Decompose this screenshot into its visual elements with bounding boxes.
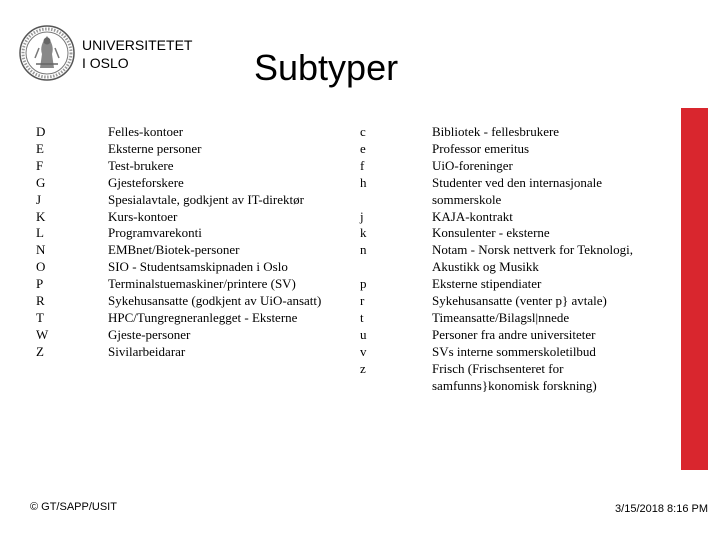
footer-timestamp: 3/15/2018 8:16 PM [615, 503, 708, 515]
right-code-column [360, 124, 367, 378]
subtype-code: k [360, 225, 367, 241]
subtype-code [360, 259, 367, 276]
subtype-description: Sivilarbeidarar [108, 343, 186, 359]
slide-title: Subtyper [254, 47, 399, 88]
left-code-column [36, 124, 48, 361]
subtype-description: EMBnet/Biotek-personer [108, 242, 240, 258]
subtype-description: SIO - Studentsamskipnaden i Oslo [108, 259, 288, 275]
subtype-description: Spesialavtale, godkjent av IT-direktør [108, 191, 304, 207]
subtype-code: c [360, 124, 366, 139]
footer-copyright: © GT/SAPP/USIT [30, 501, 117, 513]
subtype-description: KAJA-kontrakt [432, 208, 513, 224]
subtype-description: Gjesteforskere [108, 174, 184, 190]
subtype-description: UiO-foreninger [432, 157, 513, 173]
subtype-code: f [360, 157, 365, 173]
subtype-code: p [360, 276, 367, 292]
subtype-code: v [360, 343, 367, 359]
subtype-description: sommerskole [432, 191, 502, 207]
subtype-description: samfunns}konomisk forskning) [432, 377, 597, 393]
subtype-code: K [36, 208, 46, 224]
subtype-description: SVs interne sommerskoletilbud [432, 343, 596, 359]
uio-seal-icon [18, 24, 76, 82]
subtype-description: Sykehusansatte (venter p} avtale) [432, 293, 607, 309]
subtype-code: r [360, 293, 365, 309]
subtype-code: O [36, 259, 46, 275]
subtype-code: E [36, 140, 44, 156]
subtype-description: Studenter ved den internasjonale [432, 174, 603, 190]
subtype-description: Professor emeritus [432, 140, 530, 156]
subtype-description: Sykehusansatte (godkjent av UiO-ansatt) [108, 293, 322, 309]
subtype-code: W [36, 326, 49, 342]
subtype-code: N [36, 242, 46, 258]
right-description-column [432, 124, 633, 395]
subtype-description: Notam - Norsk nettverk for Teknologi, [432, 242, 634, 258]
subtype-code: D [36, 124, 46, 139]
subtype-description: Konsulenter - eksterne [432, 225, 550, 241]
university-name [82, 36, 192, 72]
subtype-code: L [36, 225, 44, 241]
subtype-code: j [360, 208, 364, 224]
subtype-description: Frisch (Frischsenteret for [432, 360, 564, 376]
subtype-code: T [36, 309, 44, 325]
subtype-code: J [36, 191, 42, 207]
subtype-description: Eksterne personer [108, 140, 202, 156]
subtype-code: R [36, 293, 45, 309]
subtype-description: Timeansatte/Bilagsl|nnede [432, 309, 570, 325]
subtype-description: Eksterne stipendiater [432, 276, 542, 292]
subtype-description: HPC/Tungregneranlegget - Eksterne [108, 309, 298, 325]
subtype-code: h [360, 174, 367, 190]
subtype-code: u [360, 326, 367, 342]
subtype-description: Bibliotek - fellesbrukere [432, 124, 560, 139]
subtype-code: z [360, 360, 366, 376]
subtype-description: Terminalstuemaskiner/printere (SV) [108, 276, 296, 292]
university-name-line1: UNIVERSITETET [82, 37, 193, 53]
subtype-description: Personer fra andre universiteter [432, 326, 596, 342]
subtype-code [360, 192, 367, 209]
subtype-code: G [36, 174, 46, 190]
university-name-line2: I OSLO [82, 55, 129, 71]
subtype-description: Programvarekonti [108, 225, 202, 241]
subtype-description: Gjeste-personer [108, 326, 191, 342]
subtype-description: Felles-kontoer [108, 124, 184, 139]
subtype-description: Kurs-kontoer [108, 208, 178, 224]
left-description-column [108, 124, 321, 361]
subtype-code: t [360, 309, 364, 325]
subtype-description: Test-brukere [108, 157, 174, 173]
subtype-code: e [360, 140, 366, 156]
subtype-code: Z [36, 343, 44, 359]
subtype-code: F [36, 157, 44, 173]
subtype-code: P [36, 276, 44, 292]
subtype-description: Akustikk og Musikk [432, 259, 539, 275]
accent-bar [681, 108, 708, 470]
subtype-code: n [360, 242, 367, 258]
